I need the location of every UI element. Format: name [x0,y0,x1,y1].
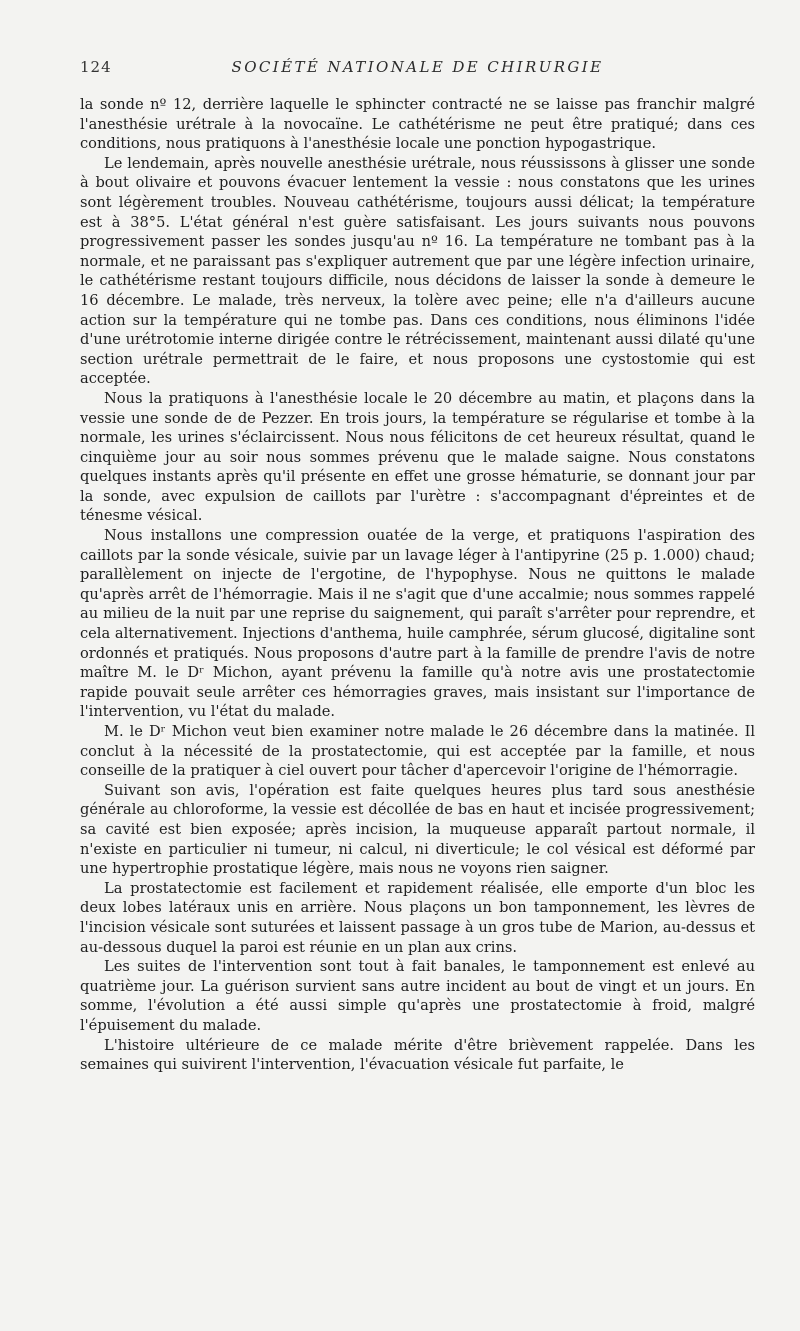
paragraph: Suivant son avis, l'opération est faite quelques heures plus tard sous anesthésie générale au chloroforme, la vessie est décollée de bas en haut et incisée progressivement; sa cavité est bien exposée; après incision, la muqueuse apparaît partout normale, il n'existe en particulier ni tumeur, ni calcul, ni diverticule; le col vésical est déformé par une hypertrophie prostatique légère, mais nous ne voyons rien saigner. [80,781,755,878]
paragraph: Le lendemain, après nouvelle anesthésie urétrale, nous réussissons à glisser une sonde à bout olivaire et pouvons évacuer lentement la vessie : nous constatons que les urines sont légèrement troubles. Nouveau cathétérisme, toujours aussi délicat; la température est à 38°5. L'état général n'est guère satisfaisant. Les jours suivants nous pouvons progressivement passer les sondes jusqu'au nº 16. La température ne tombant pas à la normale, et ne paraissant pas s'expliquer autrement que par une légère infection urinaire, le cathétérisme restant toujours difficile, nous décidons de laisser la sonde à demeure le 16 décembre. Le malade, très nerveux, la tolère avec peine; elle n'a d'ailleurs aucune action sur la température qui ne tombe pas. Dans ces conditions, nous éliminons l'idée d'une urétrotomie interne dirigée contre le rétrécissement, maintenant aussi dilaté qu'une section urétrale permettrait de le faire, et nous proposons une cystostomie qui est acceptée. [80,154,755,388]
paragraph: La prostatectomie est facilement et rapidement réalisée, elle emporte d'un bloc les deux lobes latéraux unis en arrière. Nous plaçons un bon tamponnement, les lèvres de l'incision vésicale sont suturées et laissent passage à un gros tube de Marion, au-dessus et au-dessous duquel la paroi est réunie en un plan aux crins. [80,879,755,956]
paragraph: Nous installons une compression ouatée de la verge, et pratiquons l'aspiration des caillots par la sonde vésicale, suivie par un lavage léger à l'antipyrine (25 p. 1.000) chaud; parallèlement on injecte de l'ergotine, de l'hypophyse. Nous ne quittons le malade qu'après arrêt de l'hémorragie. Mais il ne s'agit que d'une accalmie; nous sommes rappelé au milieu de la nuit par une reprise du saignement, qui paraît s'arrêter pour reprendre, et cela alternativement. Injections d'anthema, huile camphrée, sérum glucosé, digitaline sont ordonnés et pratiqués. Nous proposons d'autre part à la famille de prendre l'avis de notre maître M. le Dʳ Michon, ayant prévenu la famille qu'à notre avis une prostatectomie rapide pouvait seule arrêter ces hémorragies graves, mais insistant sur l'importance de l'intervention, vu l'état du malade. [80,527,755,721]
journal-title: SOCIÉTÉ NATIONALE DE CHIRURGIE [231,58,604,76]
paragraph: M. le Dʳ Michon veut bien examiner notre malade le 26 décembre dans la matinée. Il conclut à la nécessité de la prostatectomie, qui est acceptée par la famille, et nous conseille de la pratiquer à ciel ouvert pour tâcher d'apercevoir l'origine de l'hémorragie. [80,723,755,780]
paragraph: Nous la pratiquons à l'anesthésie locale le 20 décembre au matin, et plaçons dans la vessie une sonde de de Pezzer. En trois jours, la température se régularise et tombe à la normale, les urines s'éclaircissent. Nous nous félicitons de cet heureux résultat, quand le cinquième jour au soir nous sommes prévenu que le malade saigne. Nous constatons quelques instants après qu'il présente en effet une grosse hématurie, se donnant jour par la sonde, avec expulsion de caillots par l'urètre : s'accompagnant d'épreintes et de ténesme vésical. [80,389,755,525]
paragraph-continued: la sonde nº 12, derrière laquelle le sphincter contracté ne se laisse pas franchir malgré l'anesthésie urétrale à la novocaïne. Le cathétérisme ne peut être pratiqué; dans ces conditions, nous pratiquons à l'anesthésie locale une ponction hypogastrique. [80,96,755,153]
paragraph: Les suites de l'intervention sont tout à fait banales, le tamponnement est enlevé au quatrième jour. La guérison survient sans autre incident au bout de vingt et un jours. En somme, l'évolution a été aussi simple qu'après une prostatectomie à froid, malgré l'épuisement du malade. [80,958,755,1034]
page-number: 124 [80,58,112,76]
running-header [80,58,755,82]
body-text [80,95,755,1075]
paragraph: L'histoire ultérieure de ce malade mérite d'être brièvement rappelée. Dans les semaines qui suivirent l'intervention, l'évacuation vésicale fut parfaite, le [80,1036,755,1074]
